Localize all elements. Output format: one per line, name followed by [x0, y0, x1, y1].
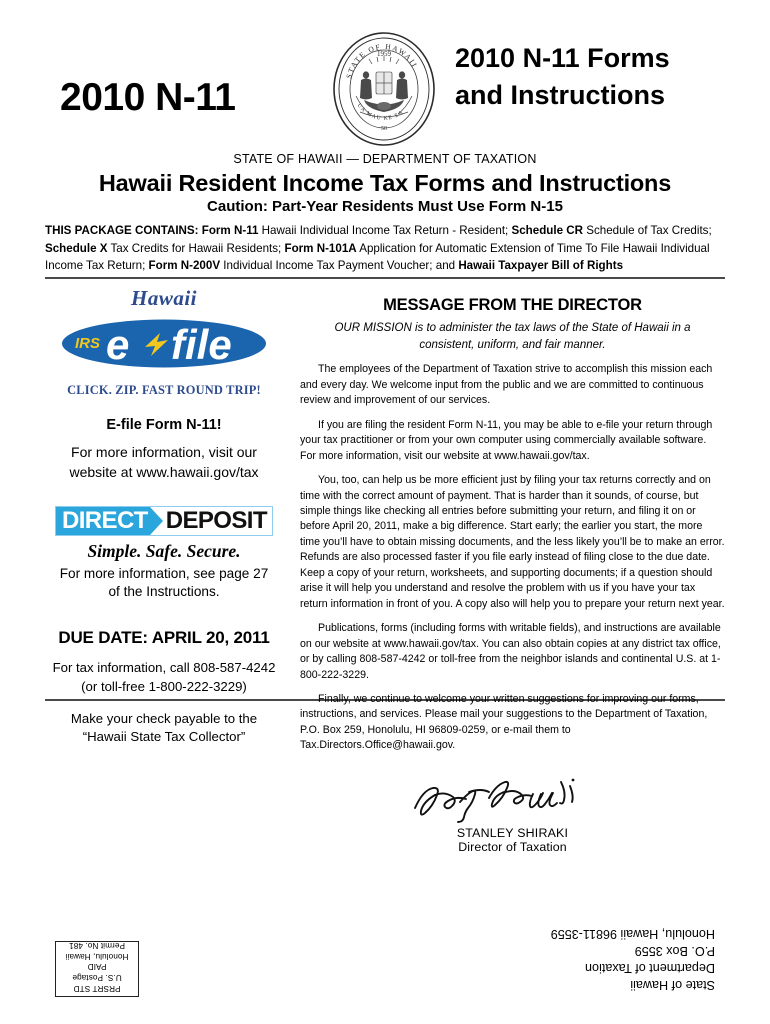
- cover-title: [455, 40, 745, 115]
- director-message-paragraph: You, too, can help us be more efficient just by filing your tax returns correctly and on time with the correct amount of payment. That is harder than it sounds, of course, but simple things like checking all entries before submitting your return, and filing it on or before April 20, 2011, make a big difference. Start early; the earlier you start, the more time you’ll have to obtain missing documents, and the less likely you’ll be to make an error. Refunds are also processed faster if you file early instead of filing close to the due date. Keep a copy of your return, worksheets, and supporting documents; if a question should arise it will help you understand and resolve the problem with us if you have your tax return information in front of you. A copy also will help you to prepare your return next year.: [300, 474, 725, 610]
- postage-line2: U.S. Postage: [72, 973, 122, 983]
- form-number-title: 2010 N-11: [60, 76, 236, 119]
- check-payable-line1: Make your check payable to the: [70, 710, 258, 726]
- mailing-panel: [45, 890, 725, 1005]
- package-item-name: Schedule CR: [511, 224, 584, 237]
- director-message-section: [300, 296, 725, 854]
- irs-efile-logo-icon: [61, 315, 267, 372]
- package-item-name: Schedule X: [45, 241, 108, 255]
- signer-title: Director of Taxation: [458, 839, 567, 854]
- direct-deposit-word1: DIRECT: [56, 507, 150, 535]
- mission-line1: OUR MISSION is to administer the tax laws of the State of Hawaii in a: [334, 322, 691, 334]
- tax-info-line1: For tax information, call 808-587-4242: [52, 660, 276, 676]
- direct-deposit-info-line1: For more information, see page 27: [59, 565, 269, 581]
- department-line: STATE OF HAWAII — DEPARTMENT OF TAXATION: [233, 152, 537, 166]
- tax-info-line2: (or toll-free 1-800-222-3229): [81, 678, 247, 694]
- efile-tagline: CLICK. ZIP. FAST ROUND TRIP!: [67, 383, 261, 397]
- return-address-line2: Department of Taxation: [585, 961, 715, 975]
- package-item-desc: Individual Income Tax Payment Voucher; and: [220, 259, 459, 273]
- state-seal-of-hawaii-icon: [330, 30, 438, 148]
- package-item-desc: Schedule of Tax Credits;: [583, 224, 712, 237]
- package-item-desc: Tax Credits for Hawaii Residents;: [107, 241, 285, 255]
- due-date: DUE DATE: APRIL 20, 2011: [58, 628, 270, 648]
- efile-info-line2: website at www.hawaii.gov/tax: [69, 463, 259, 480]
- package-item-desc: Hawaii Individual Income Tax Return - Resident;: [258, 224, 512, 237]
- cover-title-line1: 2010 N-11 Forms: [455, 43, 670, 73]
- postage-permit-box: [55, 941, 139, 997]
- postage-line3: PAID: [87, 962, 107, 972]
- cover-title-line2: and Instructions: [455, 80, 666, 111]
- svg-text:UA MAU KE EA: UA MAU KE EA: [355, 102, 406, 122]
- direct-deposit-section: [55, 506, 273, 602]
- director-message-body: [300, 362, 725, 753]
- seal-bottom-text: 50: [381, 126, 387, 132]
- package-item-name: Form N-101A: [284, 241, 357, 255]
- postage-line5: Permit No. 481: [69, 940, 126, 950]
- package-contents: [45, 222, 725, 275]
- director-signature-icon: [405, 772, 620, 824]
- return-address-line1: State of Hawaii: [630, 978, 715, 992]
- check-payable-line2: “Hawaii State Tax Collector”: [82, 729, 246, 745]
- signer-name: STANLEY SHIRAKI: [456, 825, 569, 840]
- return-address-line3: P.O. Box 3559: [634, 944, 715, 958]
- return-address-line4: Honolulu, Hawaii 96811-3559: [550, 927, 715, 941]
- mission-statement: [300, 320, 725, 353]
- irs-text: IRS: [75, 335, 101, 352]
- direct-deposit-logo-icon: [55, 506, 273, 536]
- signature-block: [300, 772, 725, 854]
- left-column: [45, 286, 283, 746]
- director-message-paragraph: The employees of the Department of Taxation strive to accomplish this mission each and every day. We welcome input from the public and we are committed to continuous review and improvement of our services.: [300, 363, 713, 407]
- postage-line4: Honolulu, Hawaii: [65, 951, 129, 961]
- divider-top: [45, 277, 725, 279]
- package-item-name: Form N-11: [201, 224, 259, 237]
- mission-line2: consistent, uniform, and fair manner.: [419, 338, 606, 351]
- caution-notice: Caution: Part-Year Residents Must Use Form N-15: [207, 198, 563, 215]
- package-item-name: Hawaii Taxpayer Bill of Rights: [458, 259, 624, 273]
- efile-info: [45, 443, 283, 483]
- hawaii-wordmark: Hawaii: [130, 286, 197, 310]
- direct-deposit-info: [55, 565, 273, 602]
- page-header: [0, 28, 770, 148]
- efile-file-text: file: [171, 321, 232, 368]
- tax-information-contact: [45, 659, 283, 695]
- efile-e-text: e: [106, 321, 130, 368]
- package-contents-label: THIS PACKAGE CONTAINS:: [45, 224, 199, 237]
- package-item-name: Form N-200V: [148, 259, 221, 273]
- package-item-desc: Application for Automatic Extension of Time To File Hawaii Individual Income Tax Return;: [45, 241, 710, 273]
- director-message-paragraph: Finally, we continue to welcome your written suggestions for improving our forms, instructions, and services. Please mail your suggestions to the Department of Taxation, P.O. Box 259, Honolulu, HI 96809-0259, or e-mail them to Tax.Directors.Office@hawaii.gov.: [300, 692, 708, 752]
- arrow-right-icon: [150, 507, 163, 535]
- svg-text:1959: 1959: [377, 50, 391, 58]
- director-message-paragraph: If you are filing the resident Form N-11, you may be able to e-file your return through your tax practitioner or from your own computer using commercially available software. For more information, visit our website at www.hawaii.gov/tax.: [300, 418, 713, 462]
- efile-info-line1: For more information, visit our: [71, 444, 257, 460]
- return-address: [551, 925, 715, 993]
- direct-deposit-word2: DEPOSIT: [165, 506, 267, 534]
- director-message-paragraph: Publications, forms (including forms with writable fields), and instructions are available on our website at www.hawaii.gov/tax. You can also obtain copies at any district tax office, or by calling 808-587-4242 or toll-free from the neighbor islands and continental U.S. at 1-800-222-3229.: [300, 622, 721, 681]
- postage-line1: PRSRT STD: [73, 984, 121, 993]
- direct-deposit-tagline: Simple. Safe. Secure.: [87, 540, 241, 561]
- svg-text:STATE OF HAWAII: STATE OF HAWAII: [344, 41, 420, 80]
- director-message-title: MESSAGE FROM THE DIRECTOR: [383, 296, 642, 314]
- check-payable-note: [45, 710, 283, 746]
- direct-deposit-info-line2: of the Instructions.: [108, 584, 220, 600]
- page-title: Hawaii Resident Income Tax Forms and Instructions: [98, 170, 672, 196]
- efile-form-heading: E-file Form N-11!: [106, 417, 222, 433]
